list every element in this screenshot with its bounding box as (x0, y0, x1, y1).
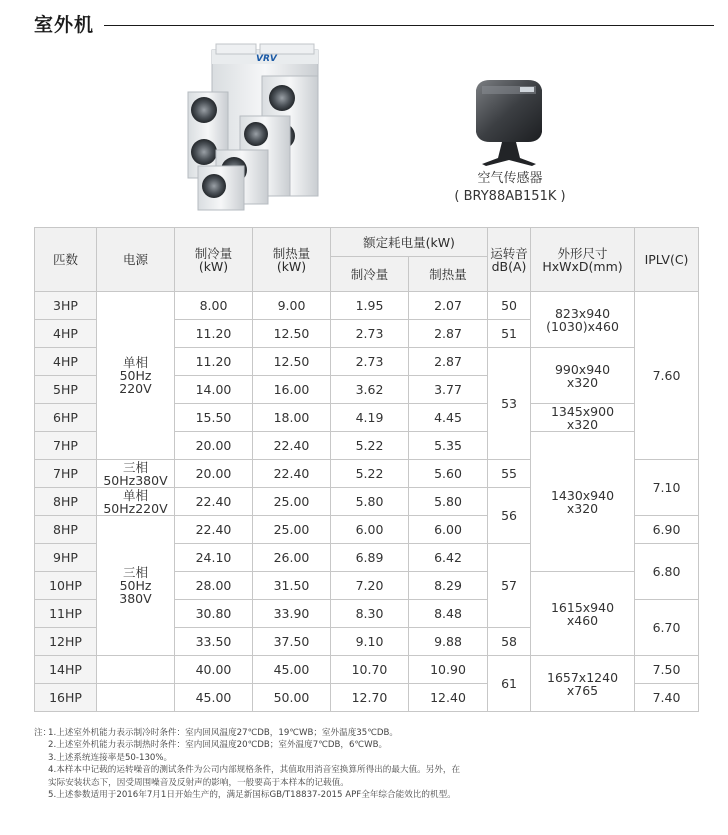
iplv-cell: 7.50 (635, 656, 699, 684)
table-row: 12HP 33.50 37.50 9.10 9.88 58 (35, 628, 699, 656)
dims-cell: 1657x1240 x765 (531, 656, 635, 712)
col-dims: 外形尺寸 HxWxD(mm) (531, 228, 635, 292)
svg-text:VRV: VRV (256, 54, 277, 64)
table-row: 4HP 11.20 12.50 2.73 2.87 51 (35, 320, 699, 348)
footnotes (34, 727, 694, 801)
col-rated-power: 额定耗电量(kW) (331, 228, 488, 257)
noise-cell: 53 (488, 348, 531, 460)
dims-cell: 823x940 (1030)x460 (531, 292, 635, 348)
table-row: 8HP 三相 50Hz 380V 22.40 25.00 6.00 6.00 6.90 (35, 516, 699, 544)
iplv-cell: 6.90 (635, 516, 699, 544)
power-group: 三相 50Hz380V (97, 460, 175, 488)
section-header (34, 6, 714, 40)
sensor-model: ( BRY88AB151K ) (454, 189, 566, 204)
table-row: 9HP 24.10 26.00 6.89 6.42 57 6.80 (35, 544, 699, 572)
note-line: 3.上述系统连接率是50-130%。 (48, 752, 173, 763)
table-row: 16HP 45.00 50.00 12.70 12.40 7.40 (35, 684, 699, 712)
table-row: 10HP 28.00 31.50 7.20 8.29 1615x940 x460 (35, 572, 699, 600)
dims-cell: 1345x900 x320 (531, 404, 635, 432)
table-row: 11HP 30.80 33.90 8.30 8.48 6.70 (35, 600, 699, 628)
title-rule (104, 25, 714, 26)
outdoor-units-image (186, 42, 328, 214)
dims-cell: 990x940 x320 (531, 348, 635, 404)
dims-cell: 1615x940 x460 (531, 572, 635, 656)
iplv-cell: 7.60 (635, 292, 699, 460)
note-line: 5.上述参数适用于2016年7月1日开始生产的，满足新国标GB/T18837-2015 APF全年综合能效比的机型。 (48, 790, 456, 801)
col-power: 电源 (97, 228, 175, 292)
table-row: 5HP 14.00 16.00 3.62 3.77 (35, 376, 699, 404)
table-row: 3HP 单相 50Hz 220V 8.00 9.00 1.95 2.07 50 823x940 (1030)x460 7.60 (35, 292, 699, 320)
power-group: 三相 50Hz 380V (97, 516, 175, 656)
table-row: 7HP 20.00 22.40 5.22 5.35 1430x940 x320 (35, 432, 699, 460)
power-group: 单相 50Hz220V (97, 488, 175, 516)
table-row: 6HP 15.50 18.00 4.19 4.45 1345x900 x320 (35, 404, 699, 432)
air-sensor-image (468, 76, 550, 168)
col-rated-heat: 制热量 (409, 257, 488, 292)
iplv-cell: 7.10 (635, 460, 699, 516)
outdoor-unit-spec-table (34, 227, 699, 712)
noise-cell: 56 (488, 488, 531, 544)
sensor-name: 空气传感器 (477, 171, 543, 186)
note-line: 4.本样本中记载的运转噪音的测试条件为公司内部规格条件，其值取用消音室换算所得出的最大值。另外，在 (48, 765, 461, 776)
sensor-caption (426, 170, 594, 206)
table-row: 14HP 40.00 45.00 10.70 10.90 61 1657x1240 x765 7.50 (35, 656, 699, 684)
noise-cell: 61 (488, 656, 531, 712)
col-heat-cap: 制热量 (kW) (253, 228, 331, 292)
table-row: 4HP 11.20 12.50 2.73 2.87 53 990x940 x320 (35, 348, 699, 376)
col-rated-cool: 制冷量 (331, 257, 409, 292)
table-row: 7HP 三相 50Hz380V 20.00 22.40 5.22 5.60 55 7.10 (35, 460, 699, 488)
col-noise: 运转音 dB(A) (488, 228, 531, 292)
note-line: 2.上述室外机能力表示制热时条件：室内回风温度20℃DB；室外温度7℃DB，6℃WB。 (48, 740, 388, 751)
col-cool-cap: 制冷量 (kW) (175, 228, 253, 292)
power-group: 单相 50Hz 220V (97, 292, 175, 460)
iplv-cell: 6.70 (635, 600, 699, 656)
note-line: 实际安装状态下，因受周围噪音及反射声的影响，一般要高于本样本的记载值。 (48, 777, 349, 788)
noise-cell: 57 (488, 544, 531, 628)
iplv-cell: 7.40 (635, 684, 699, 712)
iplv-cell: 6.80 (635, 544, 699, 600)
col-iplv: IPLV(C) (635, 228, 699, 292)
col-hp: 匹数 (35, 228, 97, 292)
dims-cell: 1430x940 x320 (531, 432, 635, 572)
section-title: 室外机 (34, 14, 95, 36)
note-line: 注：1.上述室外机能力表示制冷时条件：室内回风温度27℃DB，19℃WB；室外温度35℃DB。 (34, 728, 399, 738)
table-row: 8HP 单相 50Hz220V 22.40 25.00 5.80 5.80 56 (35, 488, 699, 516)
